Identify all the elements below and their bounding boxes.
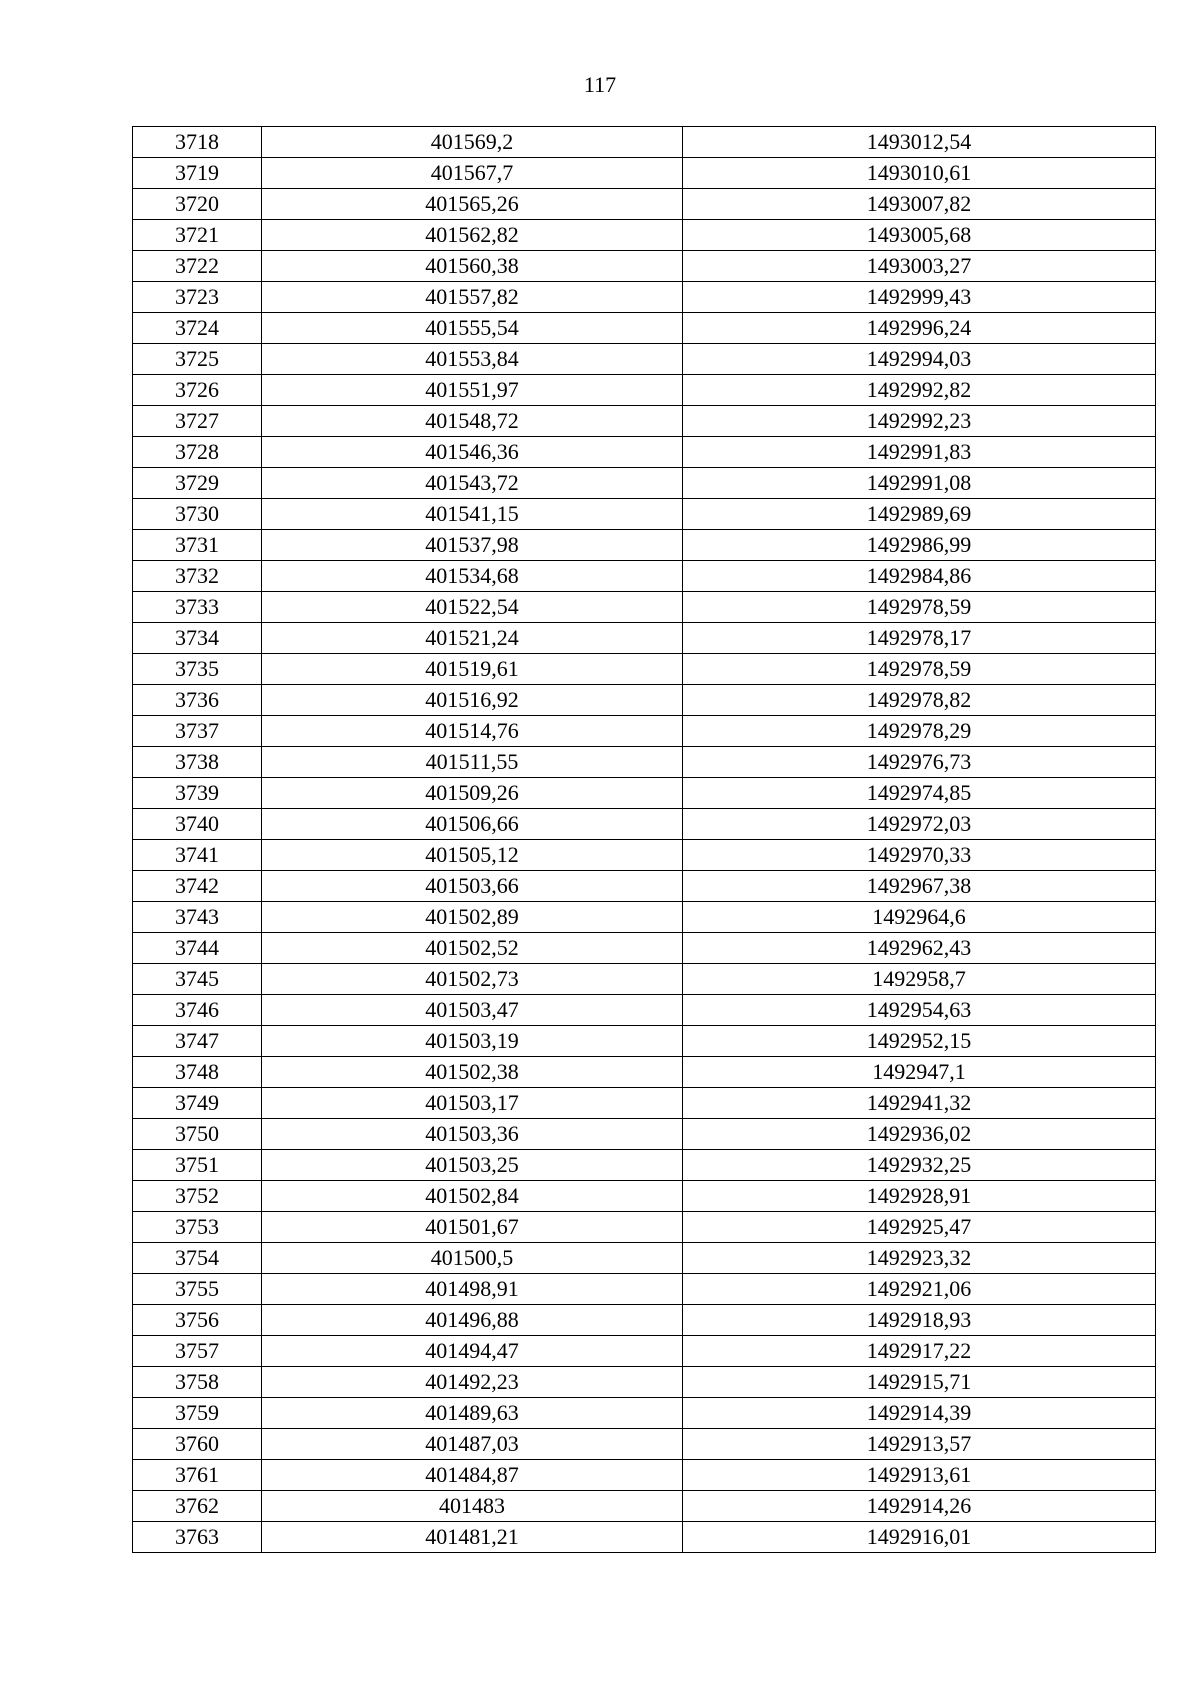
table-row <box>133 375 1156 406</box>
point-number-cell: 3744 <box>133 933 262 964</box>
point-number-cell: 3728 <box>133 437 262 468</box>
point-number-cell: 3750 <box>133 1119 262 1150</box>
x-coordinate-cell: 401557,82 <box>262 282 683 313</box>
y-coordinate-cell: 1492967,38 <box>683 871 1156 902</box>
table-row <box>133 1274 1156 1305</box>
x-coordinate-cell: 401502,38 <box>262 1057 683 1088</box>
y-coordinate-cell: 1492978,29 <box>683 716 1156 747</box>
point-number-cell: 3740 <box>133 809 262 840</box>
x-coordinate-cell: 401483 <box>262 1491 683 1522</box>
point-number-cell: 3739 <box>133 778 262 809</box>
x-coordinate-cell: 401503,36 <box>262 1119 683 1150</box>
y-coordinate-cell: 1492999,43 <box>683 282 1156 313</box>
x-coordinate-cell: 401553,84 <box>262 344 683 375</box>
point-number-cell: 3732 <box>133 561 262 592</box>
table-row <box>133 282 1156 313</box>
x-coordinate-cell: 401551,97 <box>262 375 683 406</box>
table-row <box>133 251 1156 282</box>
x-coordinate-cell: 401503,17 <box>262 1088 683 1119</box>
x-coordinate-cell: 401537,98 <box>262 530 683 561</box>
table-row <box>133 406 1156 437</box>
point-number-cell: 3747 <box>133 1026 262 1057</box>
table-row <box>133 344 1156 375</box>
x-coordinate-cell: 401492,23 <box>262 1367 683 1398</box>
y-coordinate-cell: 1492964,6 <box>683 902 1156 933</box>
table-row <box>133 1460 1156 1491</box>
x-coordinate-cell: 401565,26 <box>262 189 683 220</box>
point-number-cell: 3722 <box>133 251 262 282</box>
y-coordinate-cell: 1492941,32 <box>683 1088 1156 1119</box>
x-coordinate-cell: 401500,5 <box>262 1243 683 1274</box>
y-coordinate-cell: 1492914,39 <box>683 1398 1156 1429</box>
table-row <box>133 1367 1156 1398</box>
point-number-cell: 3735 <box>133 654 262 685</box>
y-coordinate-cell: 1492978,59 <box>683 654 1156 685</box>
point-number-cell: 3754 <box>133 1243 262 1274</box>
y-coordinate-cell: 1492978,82 <box>683 685 1156 716</box>
point-number-cell: 3751 <box>133 1150 262 1181</box>
point-number-cell: 3763 <box>133 1522 262 1553</box>
y-coordinate-cell: 1492932,25 <box>683 1150 1156 1181</box>
x-coordinate-cell: 401567,7 <box>262 158 683 189</box>
point-number-cell: 3755 <box>133 1274 262 1305</box>
y-coordinate-cell: 1492917,22 <box>683 1336 1156 1367</box>
table-row <box>133 561 1156 592</box>
y-coordinate-cell: 1492986,99 <box>683 530 1156 561</box>
point-number-cell: 3720 <box>133 189 262 220</box>
x-coordinate-cell: 401519,61 <box>262 654 683 685</box>
x-coordinate-cell: 401502,52 <box>262 933 683 964</box>
x-coordinate-cell: 401502,73 <box>262 964 683 995</box>
page-number: 117 <box>583 72 617 97</box>
table-row <box>133 468 1156 499</box>
table-row <box>133 1088 1156 1119</box>
x-coordinate-cell: 401501,67 <box>262 1212 683 1243</box>
y-coordinate-cell: 1492928,91 <box>683 1181 1156 1212</box>
y-coordinate-cell: 1492921,06 <box>683 1274 1156 1305</box>
point-number-cell: 3752 <box>133 1181 262 1212</box>
table-row <box>133 809 1156 840</box>
table-row <box>133 716 1156 747</box>
x-coordinate-cell: 401546,36 <box>262 437 683 468</box>
y-coordinate-cell: 1492992,82 <box>683 375 1156 406</box>
y-coordinate-cell: 1492992,23 <box>683 406 1156 437</box>
y-coordinate-cell: 1492991,08 <box>683 468 1156 499</box>
point-number-cell: 3733 <box>133 592 262 623</box>
x-coordinate-cell: 401503,47 <box>262 995 683 1026</box>
x-coordinate-cell: 401543,72 <box>262 468 683 499</box>
point-number-cell: 3757 <box>133 1336 262 1367</box>
x-coordinate-cell: 401521,24 <box>262 623 683 654</box>
y-coordinate-cell: 1492913,61 <box>683 1460 1156 1491</box>
y-coordinate-cell: 1492989,69 <box>683 499 1156 530</box>
y-coordinate-cell: 1492936,02 <box>683 1119 1156 1150</box>
table-row <box>133 499 1156 530</box>
table-row <box>133 933 1156 964</box>
x-coordinate-cell: 401541,15 <box>262 499 683 530</box>
x-coordinate-cell: 401569,2 <box>262 127 683 158</box>
y-coordinate-cell: 1492915,71 <box>683 1367 1156 1398</box>
y-coordinate-cell: 1492984,86 <box>683 561 1156 592</box>
point-number-cell: 3718 <box>133 127 262 158</box>
y-coordinate-cell: 1492996,24 <box>683 313 1156 344</box>
point-number-cell: 3748 <box>133 1057 262 1088</box>
x-coordinate-cell: 401503,25 <box>262 1150 683 1181</box>
x-coordinate-cell: 401506,66 <box>262 809 683 840</box>
coordinates-table-body <box>133 127 1156 1553</box>
table-row <box>133 1522 1156 1553</box>
y-coordinate-cell: 1493010,61 <box>683 158 1156 189</box>
table-row <box>133 1491 1156 1522</box>
table-row <box>133 1212 1156 1243</box>
y-coordinate-cell: 1492978,17 <box>683 623 1156 654</box>
x-coordinate-cell: 401511,55 <box>262 747 683 778</box>
x-coordinate-cell: 401498,91 <box>262 1274 683 1305</box>
y-coordinate-cell: 1493007,82 <box>683 189 1156 220</box>
point-number-cell: 3759 <box>133 1398 262 1429</box>
point-number-cell: 3762 <box>133 1491 262 1522</box>
point-number-cell: 3737 <box>133 716 262 747</box>
x-coordinate-cell: 401494,47 <box>262 1336 683 1367</box>
table-row <box>133 189 1156 220</box>
x-coordinate-cell: 401516,92 <box>262 685 683 716</box>
y-coordinate-cell: 1492914,26 <box>683 1491 1156 1522</box>
y-coordinate-cell: 1492974,85 <box>683 778 1156 809</box>
table-row <box>133 313 1156 344</box>
table-row <box>133 1026 1156 1057</box>
point-number-cell: 3723 <box>133 282 262 313</box>
y-coordinate-cell: 1492923,32 <box>683 1243 1156 1274</box>
x-coordinate-cell: 401487,03 <box>262 1429 683 1460</box>
point-number-cell: 3726 <box>133 375 262 406</box>
table-row <box>133 623 1156 654</box>
table-row <box>133 1057 1156 1088</box>
x-coordinate-cell: 401502,89 <box>262 902 683 933</box>
point-number-cell: 3734 <box>133 623 262 654</box>
x-coordinate-cell: 401509,26 <box>262 778 683 809</box>
y-coordinate-cell: 1492916,01 <box>683 1522 1156 1553</box>
point-number-cell: 3729 <box>133 468 262 499</box>
table-row <box>133 964 1156 995</box>
point-number-cell: 3738 <box>133 747 262 778</box>
point-number-cell: 3743 <box>133 902 262 933</box>
table-row <box>133 902 1156 933</box>
x-coordinate-cell: 401502,84 <box>262 1181 683 1212</box>
table-row <box>133 654 1156 685</box>
y-coordinate-cell: 1492962,43 <box>683 933 1156 964</box>
table-row <box>133 220 1156 251</box>
y-coordinate-cell: 1492958,7 <box>683 964 1156 995</box>
table-row <box>133 778 1156 809</box>
table-row <box>133 1305 1156 1336</box>
table-row <box>133 840 1156 871</box>
table-row <box>133 1336 1156 1367</box>
table-row <box>133 1150 1156 1181</box>
table-row <box>133 685 1156 716</box>
point-number-cell: 3730 <box>133 499 262 530</box>
y-coordinate-cell: 1492972,03 <box>683 809 1156 840</box>
y-coordinate-cell: 1492918,93 <box>683 1305 1156 1336</box>
table-row <box>133 158 1156 189</box>
table-row <box>133 995 1156 1026</box>
point-number-cell: 3736 <box>133 685 262 716</box>
y-coordinate-cell: 1492913,57 <box>683 1429 1156 1460</box>
y-coordinate-cell: 1493005,68 <box>683 220 1156 251</box>
x-coordinate-cell: 401484,87 <box>262 1460 683 1491</box>
point-number-cell: 3725 <box>133 344 262 375</box>
table-row <box>133 1398 1156 1429</box>
table-row <box>133 871 1156 902</box>
y-coordinate-cell: 1492954,63 <box>683 995 1156 1026</box>
y-coordinate-cell: 1493003,27 <box>683 251 1156 282</box>
point-number-cell: 3746 <box>133 995 262 1026</box>
x-coordinate-cell: 401534,68 <box>262 561 683 592</box>
x-coordinate-cell: 401562,82 <box>262 220 683 251</box>
point-number-cell: 3721 <box>133 220 262 251</box>
y-coordinate-cell: 1493012,54 <box>683 127 1156 158</box>
table-row <box>133 747 1156 778</box>
point-number-cell: 3758 <box>133 1367 262 1398</box>
x-coordinate-cell: 401548,72 <box>262 406 683 437</box>
x-coordinate-cell: 401555,54 <box>262 313 683 344</box>
table-row <box>133 592 1156 623</box>
point-number-cell: 3719 <box>133 158 262 189</box>
point-number-cell: 3745 <box>133 964 262 995</box>
x-coordinate-cell: 401489,63 <box>262 1398 683 1429</box>
table-row <box>133 1429 1156 1460</box>
coordinates-table <box>132 126 1156 1553</box>
point-number-cell: 3760 <box>133 1429 262 1460</box>
point-number-cell: 3731 <box>133 530 262 561</box>
y-coordinate-cell: 1492947,1 <box>683 1057 1156 1088</box>
y-coordinate-cell: 1492952,15 <box>683 1026 1156 1057</box>
point-number-cell: 3756 <box>133 1305 262 1336</box>
point-number-cell: 3741 <box>133 840 262 871</box>
point-number-cell: 3753 <box>133 1212 262 1243</box>
x-coordinate-cell: 401514,76 <box>262 716 683 747</box>
point-number-cell: 3724 <box>133 313 262 344</box>
y-coordinate-cell: 1492925,47 <box>683 1212 1156 1243</box>
x-coordinate-cell: 401496,88 <box>262 1305 683 1336</box>
point-number-cell: 3742 <box>133 871 262 902</box>
x-coordinate-cell: 401481,21 <box>262 1522 683 1553</box>
table-row <box>133 1243 1156 1274</box>
table-row <box>133 530 1156 561</box>
y-coordinate-cell: 1492976,73 <box>683 747 1156 778</box>
table-row <box>133 1119 1156 1150</box>
y-coordinate-cell: 1492978,59 <box>683 592 1156 623</box>
x-coordinate-cell: 401522,54 <box>262 592 683 623</box>
x-coordinate-cell: 401505,12 <box>262 840 683 871</box>
table-row <box>133 437 1156 468</box>
x-coordinate-cell: 401503,66 <box>262 871 683 902</box>
y-coordinate-cell: 1492994,03 <box>683 344 1156 375</box>
y-coordinate-cell: 1492991,83 <box>683 437 1156 468</box>
x-coordinate-cell: 401560,38 <box>262 251 683 282</box>
point-number-cell: 3761 <box>133 1460 262 1491</box>
x-coordinate-cell: 401503,19 <box>262 1026 683 1057</box>
table-row <box>133 127 1156 158</box>
point-number-cell: 3749 <box>133 1088 262 1119</box>
y-coordinate-cell: 1492970,33 <box>683 840 1156 871</box>
point-number-cell: 3727 <box>133 406 262 437</box>
table-row <box>133 1181 1156 1212</box>
